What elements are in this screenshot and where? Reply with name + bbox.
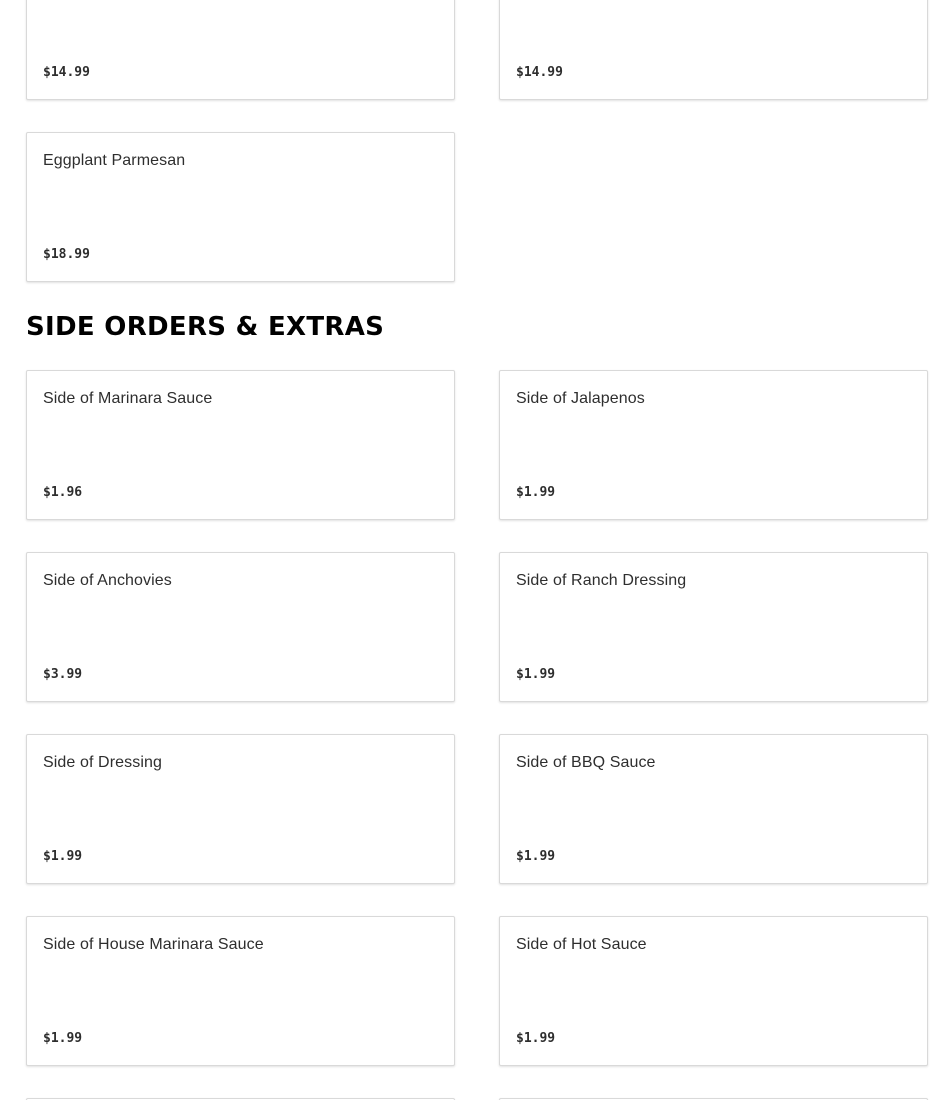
menu-item-name: Side of Ranch Dressing <box>516 572 687 589</box>
menu-item-price: $1.99 <box>516 667 556 682</box>
menu-item-price: $18.99 <box>43 247 90 262</box>
menu-item-price: $14.99 <box>43 65 90 80</box>
menu-item-card[interactable] <box>26 734 455 884</box>
menu-item-name: Side of Jalapenos <box>516 390 645 407</box>
menu-item-price: $1.99 <box>43 1031 83 1046</box>
menu-item-name: Side of BBQ Sauce <box>516 754 656 771</box>
menu-item-price: $1.99 <box>516 1031 556 1046</box>
menu-item-card[interactable] <box>26 552 455 702</box>
menu-item-card[interactable] <box>499 0 928 100</box>
menu-item-card[interactable] <box>26 132 455 282</box>
section-title: SIDE ORDERS & EXTRAS <box>26 312 385 342</box>
menu-item-price: $1.99 <box>516 485 556 500</box>
menu-item-name: Side of Anchovies <box>43 572 172 589</box>
menu-item-card[interactable] <box>499 552 928 702</box>
menu-item-card[interactable] <box>499 916 928 1066</box>
menu-item-name: Side of Marinara Sauce <box>43 390 213 407</box>
menu-item-name: Side of Dressing <box>43 754 162 771</box>
menu-item-price: $1.96 <box>43 485 83 500</box>
menu-item-price: $1.99 <box>516 849 556 864</box>
menu-item-card[interactable] <box>499 734 928 884</box>
menu-item-card[interactable] <box>499 370 928 520</box>
menu-item-name: Side of Hot Sauce <box>516 936 647 953</box>
menu-item-price: $3.99 <box>43 667 83 682</box>
menu-item-card[interactable] <box>26 916 455 1066</box>
menu-item-name: Side of House Marinara Sauce <box>43 936 264 953</box>
menu-item-card[interactable] <box>26 0 455 100</box>
menu-item-price: $14.99 <box>516 65 563 80</box>
menu-item-price: $1.99 <box>43 849 83 864</box>
menu-item-card[interactable] <box>26 370 455 520</box>
menu-item-name: Eggplant Parmesan <box>43 152 186 169</box>
